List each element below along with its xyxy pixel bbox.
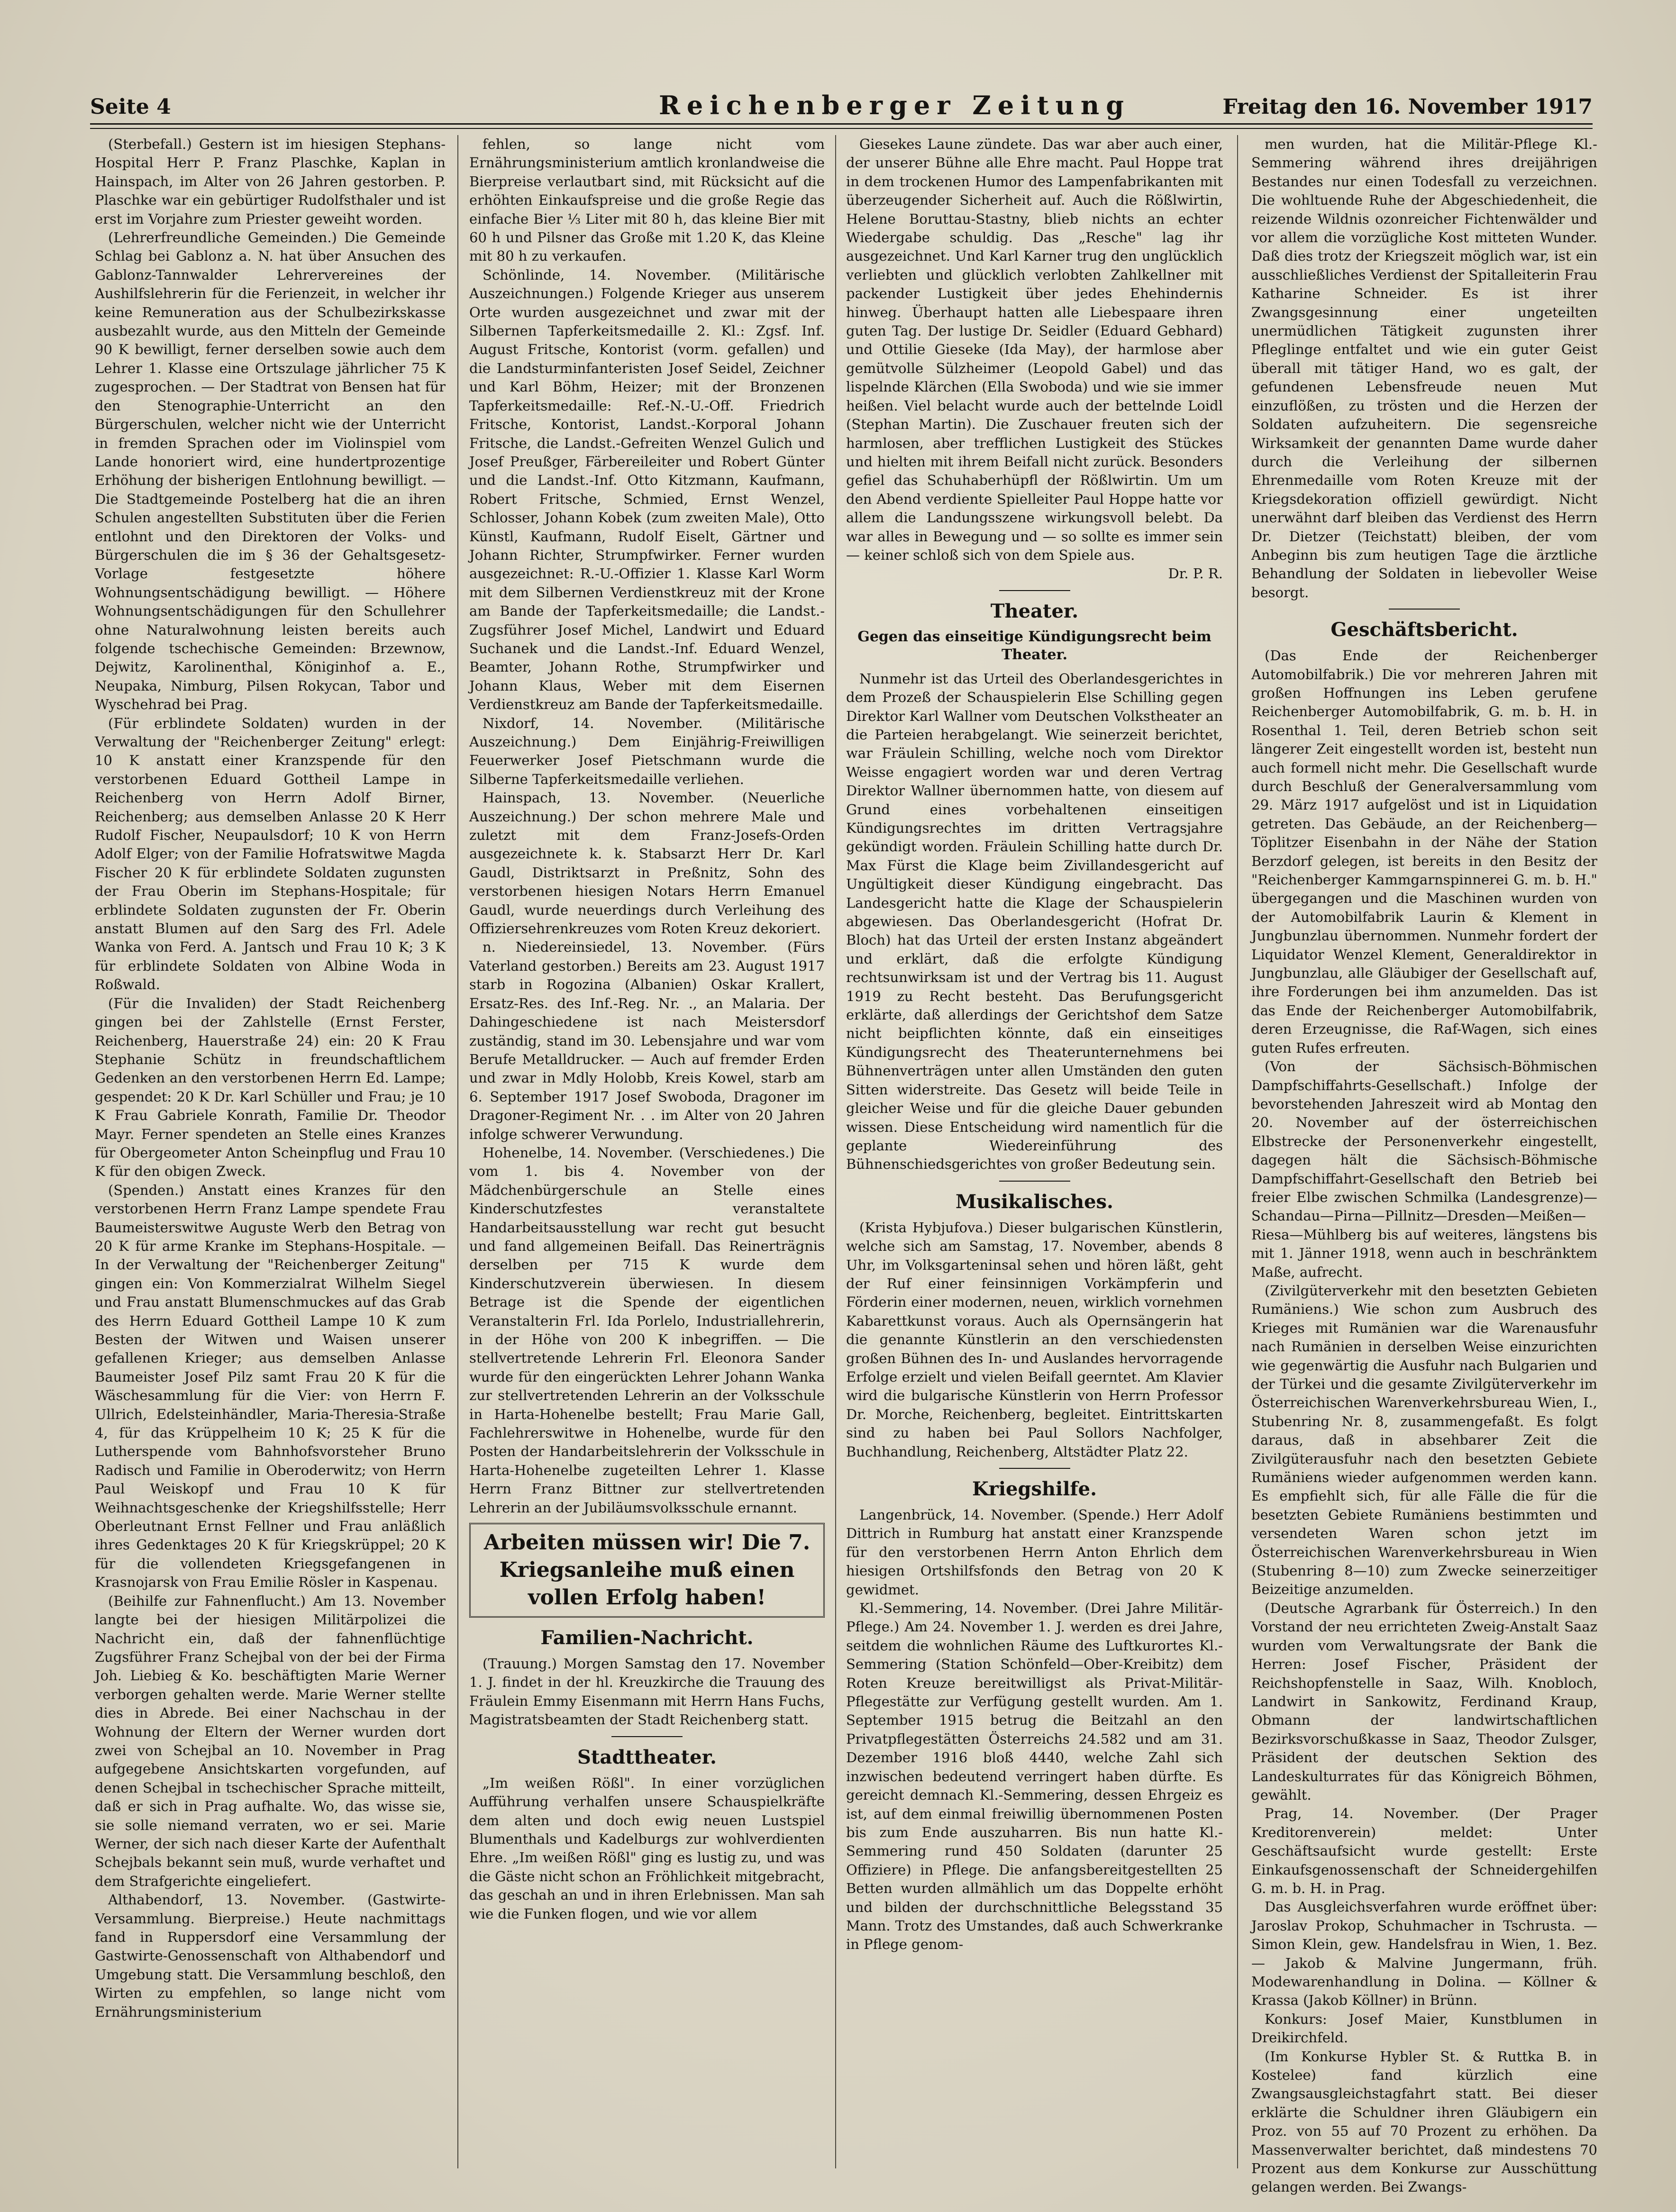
- article-konkurs: Konkurs: Josef Maier, Kunstblumen in Dreikirchfeld.: [1251, 2011, 1597, 2046]
- article-signature: Dr. P. R.: [1168, 565, 1223, 582]
- article-dampfschiffahrt: (Von der Sächsisch-Böhmischen Dampfschiffahrts-Gesellschaft.) Infolge der bevorstehenden Jahreszeit wird ab Montag den 20. November auf der österreichischen Elbstrecke der Personenverkehr eingestellt, dagegen hält die Sächsisch-Böhmische Dampfschiffahrt-Gesellschaft den Betrieb bei freier Elbe zwischen Schmilka (Landesgrenze)—Schandau—Pirna—Pillnitz—Dresden—Meißen—Riesa—Mühlberg bis auf weiteres, längstens bis mit 1. Jänner 1918, wenn auch in beschränktem Maße, aufrecht.: [1251, 1058, 1597, 1280]
- article-lehrerfreundliche-gemeinden: (Lehrerfreundliche Gemeinden.) Die Gemeinde Schlag bei Gablonz a. N. hat über Ansuchen des Gablonz-Tannwalder Lehrervereines der Aushilfslehrerin für die Ferienzeit, in welcher ihr keine Remuneration aus der Schulbezirkskasse ausbezahlt wurde, aus den Mitteln der Gemeinde 90 K bewilligt, ferner derselben sowie auch dem Lehrer 1. Klasse eine Ortszulage jährlicher 75 K zugesprochen. — Der Stadtrat von Bensen hat für den Stenographie-Unterricht an den Bürgerschulen, welcher nicht wie der Unterricht in fremden Sprachen oder im Violinspiel vom Lande honoriert wird, eine hundertprozentige Erhöhung der bisherigen Entlohnung bewilligt. — Die Stadtgemeinde Postelberg hat die an ihren Schulen angestellten Substituten über die Ferien entlohnt und den Direktoren der Volks- und Bürgerschulen die im § 36 der Gehaltsgesetz-Vorlage festgesetzte höhere Wohnungsentschädigung bewilligt. — Höhere Wohnungsentschädigungen für den Schullehrer ohne Naturalwohnung leisten bereits auch folgende tschechische Gemeinden: Brzewnow, Dejwitz, Karolinenthal, Königinhof a. E., Neupaka, Nimburg, Pilsen Rokycan, Tabor und Wyschehrad bei Prag.: [95, 229, 446, 713]
- article-agrarbank: (Deutsche Agrarbank für Österreich.) In den Vorstand der neu errichteten Zweig-Anstalt Saaz wurden vom Verwaltungsrate der Bank die Herren: Josef Fischer, Präsident der Reichshopfenstelle in Saaz, Wilh. Knobloch, Landwirt in Sankowitz, Ferdinand Kraup, Obmann der landwirtschaftlichen Bezirksvorschußkasse in Saaz, Theodor Zulsger, Präsident der deutschen Sektion des Landeskulturrates für das Königreich Böhmen, gewählt.: [1251, 1600, 1597, 1803]
- divider: [1389, 609, 1460, 610]
- article-hybler-konkurs: (Im Konkurse Hybler St. & Ruttka B. in Kostelee) fand kürzlich eine Zwangsausgleichstagfahrt statt. Bei dieser erklärte die Schuldner ihren Gläubigern ein Proz. von 55 auf 70 Prozent zu erhöhen. Da Massenverwalter berichtet, daß mindestens 70 Prozent aus dem Konkurse zur Ausschüttung gelangen werden. Bei Zwangs-: [1251, 2048, 1597, 2195]
- article-weissen-roessl: „Im weißen Rößl". In einer vorzüglichen Aufführung verhalfen unsere Schauspielkräfte dem alten und doch ewig neuen Lustspiel Blumenthals und Kadelburgs zur wohlverdienten Ehre. „Im weißen Rößl" ging es lustig zu, und was die Gäste nicht schon an Fröhlichkeit mitgebracht, das geschah an und in ihren Erlebnissen. Man sah wie die Funken flogen, und wie vor allem: [469, 1775, 825, 1922]
- article-roessl-cont: Giesekes Laune zündete. Das war aber auch einer, der unserer Bühne alle Ehre macht. Paul Hoppe trat in dem trockenen Humor des Lampenfabrikanten mit überzeugender Sicherheit auf. Auch die Rößlwirtin, Helene Boruttau-Stastny, blieb nichts an echter Wiedergabe schuldig. Das „Resche" lag ihr ausgezeichnet. Und Karl Karner trug den unglücklich verliebten und glücklich verlobten Zahlkellner mit packender Lustigkeit über jedes Ehehindernis hinweg. Überhaupt hatten alle Liebespaare ihren guten Tag. Der lustige Dr. Seidler (Eduard Gebhard) und Ottilie Gieseke (Ida May), der harmlose aber gemütvolle Sülzheimer (Leopold Gabel) und das lispelnde Klärchen (Ella Swoboda) und wie sie immer heißen. Viel belacht wurde auch der bettelnde Loidl (Stephan Martin). Die Zuschauer freuten sich der harmlosen, aber trefflichen Lustigkeit des Stückes und hielten mit ihrem Beifall nicht zurück. Besonders gefiel das Schuhaberhüpfl der Rößlwirtin. Um um den Abend verdiente Spielleiter Paul Hoppe hatte vor allem die Landungsszene wirkungsvoll belebt. Da war alles in Bewegung und — so sollte es immer sein — keiner schloß sich von dem Spiele aus.: [846, 136, 1223, 563]
- article-headline-kuendigung: Gegen das einseitige Kündigungsrecht beim Theater.: [857, 628, 1211, 663]
- article-kl-semmering: Kl.-Semmering, 14. November. (Drei Jahre Militär-Pflege.) Am 24. November 1. J. werden es drei Jahre, seitdem die wohnlichen Räume des Luftkurortes Kl.-Semmering (Station Schönfeld—Ober-Kreibitz) dem Roten Kreuze bereitwilligst als Privat-Militär-Pflegestätte zur Verfügung gestellt wurden. Am 1. September 1915 betrug die Beitzahl an den Privatpflegestätten Österreichs 24.582 und am 31. Dezember 1916 bloß 4440, welche Zahl sich inzwischen bedeutend verringert haben dürfte. Es gereicht demnach Kl.-Semmering, dessen Ehrgeiz es ist, auf dem einmal freiwillig übernommenen Posten bis zum Ende auszuharren. Bis nun hatte Kl.-Semmering rund 450 Soldaten (darunter 25 Offiziere) in Pflege. Die anfangsbereitgestellten 25 Betten wurden allmählich um das Doppelte erhöht und bilden der durchschnittliche Belegsstand 35 Mann. Trotz des Umstandes, daß auch Schwerkranke in Pflege genom-: [846, 1600, 1223, 1953]
- section-heading-kriegshilfe: Kriegshilfe.: [972, 1478, 1097, 1500]
- section-heading-familien: Familien-Nachricht.: [540, 1627, 754, 1649]
- article-althabendorf: Althabendorf, 13. November. (Gastwirte-Versammlung. Bierpreise.) Heute nachmittags fand in Ruppersdorf eine Versammlung der Gastwirte-Genossenschaft von Althabendorf und Umgebung statt. Die Versammlung beschloß, den Wirten zu empfehlen, so lange nicht vom Ernährungsministerium: [95, 1892, 446, 2020]
- issue-date: Freitag den 16. November 1917: [1222, 95, 1593, 119]
- divider: [999, 590, 1070, 591]
- article-kreditorenverein: Prag, 14. November. (Der Prager Kreditorenverein) meldet: Unter Geschäftsaufsicht wurde gestellt: Erste Einkaufsgenossenschaft der Schneidergehilfen G. m. b. H. in Prag.: [1251, 1805, 1597, 1896]
- column-3: [846, 135, 1223, 2168]
- header-rule: [90, 123, 1593, 129]
- column-4: [1251, 135, 1597, 2195]
- article-bierpreise-cont: fehlen, so lange nicht vom Ernährungsministerium amtlich kronlandweise die Bierpreise verlautbart sind, mit Rücksicht auf die erhöhten Einkaufspreise und die große Regie das einfache Bier ⅓ Liter mit 80 h, das kleine Bier mit 60 h und Pilsner das Große mit 1.20 K, das Kleine mit 80 h zu verkaufen.: [469, 136, 825, 264]
- article-rumaenien: (Zivilgüterverkehr mit den besetzten Gebieten Rumäniens.) Wie schon zum Ausbruch des Krieges mit Rumänien war die Warenausfuhr nach Rumänien in derselben Weise einzurichten wie gegenwärtig die Ausfuhr nach Bulgarien und der Türkei und die gesamte Zivilgüterverkehr im Österreichischen Warenverkehrsbureau Wien, I., Stubenring Nr. 8, zusammengefaßt. Es folgt daraus, daß in absehbarer Zeit die Zivilgüterausfuhr nach den besetzten Gebiete Rumäniens wieder aufgenommen werden kann. Es empfiehlt sich, für alle Fälle die für die besetzten Gebiete Rumäniens bestimmten und versendeten Waren schon jetzt im Österreichischen Warenverkehrsbureau in Wien (Stubenring 8—10) zum Zwecke seinerzeitiger Beizeitige anzumelden.: [1251, 1282, 1597, 1598]
- section-heading-stadttheater: Stadttheater.: [577, 1746, 717, 1768]
- column-divider: [835, 135, 836, 2168]
- column-1: [95, 135, 446, 2168]
- newspaper-title: Reichenberger Zeitung: [659, 90, 1130, 120]
- column-2: [469, 135, 825, 2168]
- article-spenden: (Spenden.) Anstatt eines Kranzes für den verstorbenen Herrn Franz Lampe spendete Frau Baumeisterswitwe Auguste Werb den Betrag von 20 K für arme Kranke im Stephans-Hospitale. — In der Verwaltung der "Reichenberger Zeitung" gingen ein: Von Kommerzialrat Wilhelm Siegel und Frau anstatt Blumenschmuckes auf das Grab des Herrn Eduard Gottheil Lampe 10 K zum Besten der Witwen und Waisen unserer gefallenen Krieger; aus demselben Anlasse Baumeister Josef Pilz samt Frau 20 K für die Wäschesammlung für die Vier: von Herrn F. Ullrich, Edelsteinhändler, Maria-Theresia-Straße 4, für das Krüppelheim 10 K; 25 K für die Lutherspende vom Bahnhofsvorsteher Bruno Radisch und Familie in Oberoderwitz; von Herrn Paul Weiskopf und Frau 10 K für Weihnachtsgeschenke der Kriegshilfsstelle; Herr Oberleutnant Ernst Fellner und Frau anläßlich ihres Gedenktages 20 K für Kriegskrüppel; 20 K für die vollendeten Kriegsgefangenen in Krasnojarsk von Frau Emilie Rösler in Kaspenau.: [95, 1182, 446, 1591]
- article-hohenelbe: Hohenelbe, 14. November. (Verschiedenes.) Die vom 1. bis 4. November von der Mädchenbürgerschule an Stelle eines Kinderschutzfestes veranstaltete Handarbeitsausstellung war recht gut besucht und fand allgemeinen Beifall. Das Reinerträgnis derselben per 715 K wurde dem Kinderschutzverein überwiesen. In diesem Betrage ist die Spende der eigentlichen Veranstalterin Frl. Ida Porlelo, Industriallehrerin, in der Höhe von 200 K inbegriffen. — Die stellvertretende Lehrerin Frl. Eleonora Sander wurde für den eingerückten Lehrer Johann Wanka zur stellvertretenden Lehrerin an der Volksschule in Harta-Hohenelbe bestellt; Frau Marie Gall, Fachlehrerswitwe in Hohenelbe, wurde für den Posten der Handarbeitslehrerin der Volksschule in Harta-Hohenelbe zugeteilten Lehrer 1. Klasse Herrn Franz Bittner zur stellvertretenden Lehrerin an der Jubiläumsvolksschule ernannt.: [469, 1144, 825, 1516]
- article-trauung: (Trauung.) Morgen Samstag den 17. November 1. J. findet in der hl. Kreuzkirche die Trauung des Fräulein Emmy Eisenmann mit Herrn Hans Fuchs, Magistratsbeamten der Stadt Reichenberg statt.: [469, 1656, 825, 1728]
- divider: [611, 1736, 683, 1737]
- article-niedereinsiedel: n. Niedereinsiedel, 13. November. (Fürs Vaterland gestorben.) Bereits am 23. August 1917 starb in Rogozina (Albanien) Oskar Krallert, Ersatz-Res. des Inf.-Reg. Nr. ., an Malaria. Der Dahingeschiedene ist nach Meistersdorf zuständig, stand im 30. Lebensjahre und war vom Berufe Metalldrucker. — Auch auf fremder Erden und zwar in Mdly Holobb, Kreis Kowel, starb am 6. September 1917 Josef Swoboda, Dragoner im Dragoner-Regiment Nr. . . im Alter von 20 Jahren infolge schwerer Verwundung.: [469, 939, 825, 1142]
- page-number: Seite 4: [90, 95, 171, 119]
- article-invaliden: (Für die Invaliden) der Stadt Reichenberg gingen bei der Zahlstelle (Ernst Ferster, Reichenberg, Hauerstraße 24) ein: 20 K Frau Stephanie Schütz in freundschaftlichem Gedenken an den verstorbenen Herrn Ed. Lampe; gespendet: 20 K Dr. Karl Schüller und Frau; je 10 K Frau Gabriele Konrath, Familie Dr. Theodor Mayr. Ferner spendeten an Stelle eines Kranzes für Obergeometer Anton Scheinpflug und Frau 10 K für den obigen Zweck.: [95, 995, 446, 1180]
- section-heading-musikalisches: Musikalisches.: [956, 1190, 1113, 1213]
- article-schoenlinde: Schönlinde, 14. November. (Militärische Auszeichnungen.) Folgende Krieger aus unserem Orte wurden ausgezeichnet und zwar mit der Silbernen Tapferkeitsmedaille 2. Kl.: Zgsf. Inf. August Fritsche, Kontorist (vorm. gefallen) und die Landsturminfanteristen Josef Seidel, Zeichner und Karl Böhm, Heizer; mit der Bronzenen Tapferkeitsmedaille: Ref.-N.-U.-Off. Friedrich Fritsche, Kontorist, Landst.-Korporal Johann Fritsche, die Landst.-Gefreiten Wenzel Gulich und Josef Preußger, Färbereileiter und Robert Günter und die Landst.-Inf. Otto Kitzmann, Kaufmann, Robert Fritsche, Schmied, Ernst Wenzel, Schlosser, Johann Kobek (zum zweiten Male), Otto Künstl, Kaufmann, Rudolf Eiselt, Gärtner und Johann Richter, Strumpfwirker. Ferner wurden ausgezeichnet: R.-U.-Offizier 1. Klasse Karl Worm mit dem Silbernen Verdienstkreuz mit der Krone am Bande der Tapferkeitsmedaille; die Landst.-Zugsführer Josef Michel, Landwirt und Eduard Suchanek und die Landst.-Inf. Eduard Wenzel, Beamter, Johann Rothe, Strumpfwirker und Johann Klaus, Weber mit dem Eisernen Verdienstkreuz am Bande der Tapferkeitsmedaille.: [469, 266, 825, 713]
- article-fahnenflucht: (Beihilfe zur Fahnenflucht.) Am 13. November langte bei der hiesigen Militärpolizei die Nachricht ein, daß der fahnenflüchtige Zugsführer Franz Schejbal von der bei der Firma Joh. Liebieg & Ko. beschäftigten Marie Werner verborgen gehalten werde. Marie Werner stellte dies in Abrede. Bei einer Nachschau in der Wohnung der Eltern der Werner wurden dort zwei von Schejbal an 10. November in Prag aufgegebene Ansichtskarten vorgefunden, auf denen Schejbal in tschechischer Sprache mitteilt, daß er sich in Prag aufhalte. Wo, das wisse sie, sie solle niemand verraten, wo er sei. Marie Werner, der sich nach dieser Karte der Aufenthalt Schejbals bekannt sein muß, wurde verhaftet und dem Strafgerichte eingeliefert.: [95, 1593, 446, 1889]
- page-header: [90, 90, 1593, 118]
- section-heading-geschaeftsbericht: Geschäftsbericht.: [1330, 619, 1518, 641]
- article-krista: (Krista Hybjufova.) Dieser bulgarischen Künstlerin, welche sich am Samstag, 17. November, abends 8 Uhr, im Volksgarteninsal sehen und hören läßt, geht der Ruf einer feinsinnigen Vorkämpferin und Förderin einer modernen, neuen, wirklich vornehmen Kabarettkunst voraus. Auch als Opernsängerin hat die genannte Künstlerin an den verschiedensten großen Bühnen des In- und Auslandes hervorragende Erfolge erzielt und vielen Beifall geerntet. Am Klavier wird die bulgarische Künstlerin von Herrn Professor Dr. Morche, Reichenberg, begleitet. Eintrittskarten sind zu haben bei Paul Sollors Nachfolger, Buchhandlung, Reichenberg, Altstädter Platz 22.: [846, 1219, 1223, 1460]
- article-langenbrueck: Langenbrück, 14. November. (Spende.) Herr Adolf Dittrich in Rumburg hat anstatt einer Kranzspende für den verstorbenen Herrn Anton Ehrlich dem hiesigen Ortshilfsfonds den Betrag von 20 K gewidmet.: [846, 1507, 1223, 1598]
- column-divider: [457, 135, 458, 2168]
- war-loan-box: Arbeiten müssen wir! Die 7. Kriegsanleihe muß einen vollen Erfolg haben!: [469, 1523, 825, 1618]
- column-divider: [1237, 135, 1238, 2168]
- article-sterbefall: (Sterbefall.) Gestern ist im hiesigen Stephans-Hospital Herr P. Franz Plaschke, Kaplan in Hainspach, im Alter von 26 Jahren gestorben. P. Plaschke war ein gebürtiger Rudolfsthaler und ist erst im Vorjahre zum Priester geweiht worden.: [95, 136, 446, 227]
- article-hainspach: Hainspach, 13. November. (Neuerliche Auszeichnung.) Der schon mehrere Male und zuletzt mit dem Franz-Josefs-Orden ausgezeichnete k. k. Stabsarzt Herr Dr. Karl Gaudl, Distriktsarzt in Preßnitz, Sohn des verstorbenen hiesigen Notars Herrn Emanuel Gaudl, wurde neuerdings durch Verleihung des Offiziersehrenkreuzes vom Roten Kreuz dekoriert.: [469, 790, 825, 937]
- article-semmering-cont: men wurden, hat die Militär-Pflege Kl.-Semmering während ihres dreijährigen Bestandes nur einen Todesfall zu verzeichnen. Die wohltuende Ruhe der Abgeschiedenheit, die reizende Wildnis ozonreicher Fichtenwälder und vor allem die vorzügliche Kost mitteten Wunder. Daß dies trotz der Kriegszeit möglich war, ist ein ausschließliches Verdienst der Spitalleiterin Frau Katharine Schneider. Es ist ihrer Zwangsgesinnung einer ungeteilten unermüdlichen Tätigkeit zugunsten ihrer Pfleglinge entfaltet und wie ein guter Geist überall mit tätiger Hand, wo es galt, der gefundenen Lebensfreude neuen Mut einzuflößen, zu trösten und die Herzen der Soldaten aufzuheitern. Die segensreiche Wirksamkeit der genannten Dame wurde daher durch die Verleihung der silbernen Ehrenmedaille vom Roten Kreuze mit der Kriegsdekoration offiziell gewürdigt. Nicht unerwähnt darf bleiben das Verdienst des Herrn Dr. Dietzer (Teichstatt) bleiben, der vom Anbeginn bis zum heutigen Tage die ärztliche Behandlung der Soldaten in liebevoller Weise besorgt.: [1251, 136, 1597, 601]
- article-erblindete-soldaten: (Für erblindete Soldaten) wurden in der Verwaltung der "Reichenberger Zeitung" erlegt: 10 K anstatt einer Kranzspende für den verstorbenen Eduard Gottheil Lampe in Reichenberg von Herrn Adolf Birner, Reichenberg; aus demselben Anlasse 20 K Herr Rudolf Fischer, Neupaulsdorf; 10 K von Herrn Adolf Elger; von der Familie Hofratswitwe Magda Fischer 20 K für erblindete Soldaten zugunsten der Frau Oberin im Stephans-Hospitale; für erblindete Soldaten zugunsten der Fr. Oberin anstatt Blumen auf den Sarg des Frl. Adele Wanka von Ferd. A. Jantsch und Frau 10 K; 3 K für erblindete Soldaten von Albine Woda in Roßwald.: [95, 715, 446, 993]
- divider: [999, 1468, 1070, 1469]
- article-kuendigungsrecht: Nunmehr ist das Urteil des Oberlandesgerichtes in dem Prozeß der Schauspielerin Else Schilling gegen Direktor Karl Wallner vom Deutschen Volkstheater an die Parteien herabgelangt. Wie seinerzeit berichtet, war Fräulein Schilling, welche noch vom Direktor Weisse engagiert worden war und deren Vertrag Direktor Wallner übernommen hatte, von diesem auf Grund eines vorbehaltenen einseitigen Kündigungsrechtes im dritten Vertragsjahre gekündigt worden. Fräulein Schilling hatte durch Dr. Max Fürst die Klage beim Zivillandesgericht auf Ungültigkeit dieser Kündigung eingebracht. Das Landesgericht hatte die Klage der Schauspielerin abgewiesen. Das Oberlandesgericht (Hofrat Dr. Bloch) hat das Urteil der ersten Instanz abgeändert und erklärt, daß die erfolgte Kündigung rechtsunwirksam ist und der Vertrag bis 11. August 1919 zu Recht besteht. Das Berufungsgericht erklärte, daß allerdings der Gerichtshof dem Satze nicht beipflichten könnte, daß ein einseitiges Kündigungsrecht des Theaterunternehmens bei Bühnenverträgen unter allen Umständen den guten Sitten widerstreite. Das Gesetz will beide Teile in gleicher Weise und für die gleiche Dauer gebunden wissen. Diese Entscheidung wird namentlich für die geplante Wiedereinführung des Bühnenschiedsgerichtes von großer Bedeutung sein.: [846, 670, 1223, 1173]
- article-automobilfabrik: (Das Ende der Reichenberger Automobilfabrik.) Die vor mehreren Jahren mit großen Hoffnungen ins Leben gerufene Reichenberger Automobilfabrik, G. m. b. H. in Rosenthal 1. Teil, deren Betrieb schon seit längerer Zeit eingestellt worden ist, besteht nun auch formell nicht mehr. Die Gesellschaft wurde durch Beschluß der Generalversammlung vom 29. März 1917 aufgelöst und ist in Liquidation getreten. Das Gebäude, an der Reichenberg—Töplitzer Eisenbahn in der Nähe der Station Berzdorf gelegen, ist bereits in den Besitz der "Reichenberger Kammgarnspinnerei G. m. b. H." übergegangen und die Maschinen wurden von der Automobilfabrik Laurin & Klement in Jungbunzlau übernommen. Nunmehr fordert der Liquidator Wenzel Klement, Generaldirektor in Jungbunzlau, alle Gläubiger der Gesellschaft auf, ihre Forderungen bei ihm anzumelden. Das ist das Ende der Reichenberger Automobilfabrik, deren Erzeugnisse, die Raf-Wagen, sich eines guten Rufes erfreuten.: [1251, 647, 1597, 1056]
- section-heading-theater: Theater.: [990, 600, 1079, 622]
- article-nixdorf: Nixdorf, 14. November. (Militärische Auszeichnung.) Dem Einjährig-Freiwilligen Feuerwerker Josef Pietschmann wurde die Silberne Tapferkeitsmedaille verliehen.: [469, 715, 825, 787]
- divider: [999, 1181, 1070, 1182]
- article-ausgleichsverfahren: Das Ausgleichsverfahren wurde eröffnet über: Jaroslav Prokop, Schuhmacher in Tschrusta. — Simon Klein, gew. Handelsfrau in Wien, 1. Bez. — Jakob & Malvine Jungermann, früh. Modewarenhandlung in Dolina. — Köllner & Krassa (Jakob Köllner) in Brünn.: [1251, 1899, 1597, 2009]
